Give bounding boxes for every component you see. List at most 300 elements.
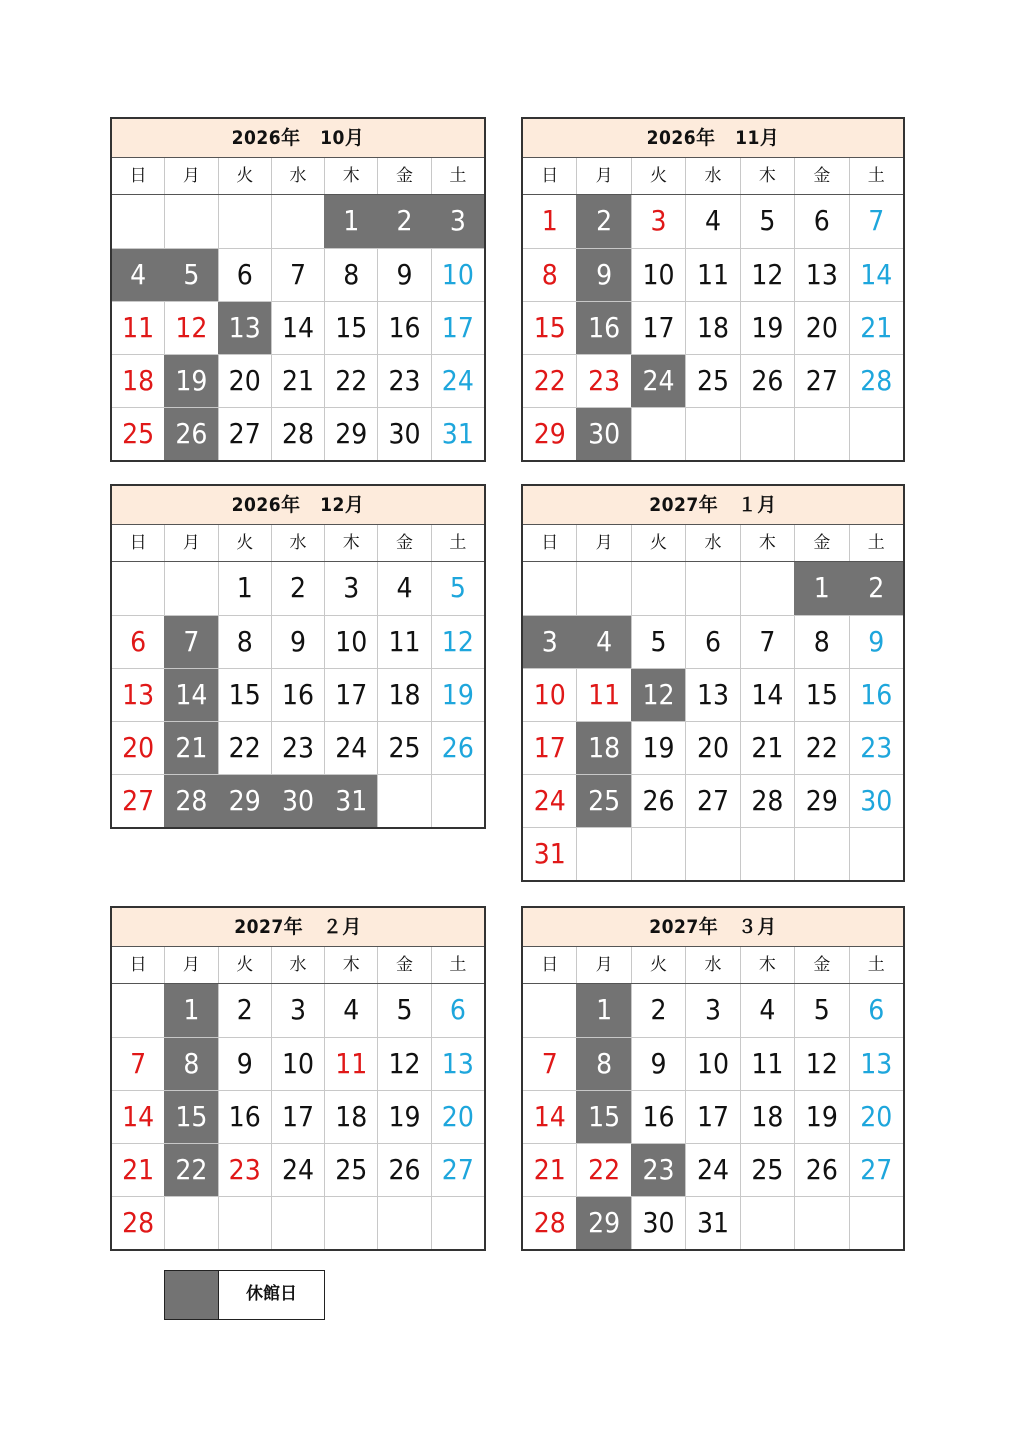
day-cell: 15: [533, 311, 566, 344]
day-cell: 25: [685, 355, 739, 407]
legend-closed-swatch: [165, 1271, 219, 1319]
day-cell-closed: 2: [849, 562, 903, 615]
day-cell: 25: [324, 1144, 377, 1196]
week-row: [112, 774, 484, 827]
day-cell: 21: [271, 355, 324, 407]
day-cell: 16: [218, 1091, 271, 1143]
day-cell: 6: [685, 616, 739, 668]
month-calendar: [521, 484, 905, 882]
day-cell-closed: 18: [576, 722, 630, 774]
day-cell: 4: [685, 195, 739, 248]
day-cell-closed: 13: [218, 302, 271, 354]
empty-cell: [794, 828, 848, 880]
day-cell: 27: [849, 1144, 903, 1196]
weekday-header: [523, 947, 903, 984]
day-cell: 24: [685, 1144, 739, 1196]
day-cell-closed: 22: [164, 1144, 217, 1196]
day-cell: 17: [685, 1091, 739, 1143]
day-cell: 19: [794, 1091, 848, 1143]
weekday-label: 木: [740, 525, 794, 561]
day-cell: 30: [631, 1197, 685, 1249]
week-row: [523, 301, 903, 354]
day-cell-closed: 8: [576, 1038, 630, 1090]
empty-cell: [631, 408, 685, 460]
day-cell-closed: 24: [631, 355, 685, 407]
weekday-label: 水: [685, 525, 739, 561]
weekday-label: 月: [576, 525, 630, 561]
empty-cell: [271, 195, 324, 248]
month-title: 2027年 ３月: [523, 908, 903, 947]
day-cell: 2: [631, 984, 685, 1037]
day-cell: 5: [740, 195, 794, 248]
weekday-label: 火: [631, 158, 685, 194]
day-cell-closed: 2: [576, 195, 630, 248]
day-cell: 17: [631, 302, 685, 354]
day-cell-closed: 4: [112, 249, 164, 301]
day-cell: 3: [271, 984, 324, 1037]
weekday-label: 火: [218, 158, 271, 194]
day-cell: 23: [377, 355, 430, 407]
weekday-label: 日: [129, 166, 147, 186]
day-cell: 31: [685, 1197, 739, 1249]
week-row: [112, 615, 484, 668]
weekday-label: 日: [541, 533, 559, 553]
day-cell: 20: [218, 355, 271, 407]
day-cell: 2: [271, 562, 324, 615]
day-cell-closed: 2: [377, 195, 430, 248]
day-cell: 8: [794, 616, 848, 668]
day-cell-closed: 29: [576, 1197, 630, 1249]
empty-cell: [164, 1197, 217, 1249]
day-cell: 19: [431, 669, 484, 721]
weekday-header: [523, 525, 903, 562]
empty-cell: [740, 562, 794, 615]
empty-cell: [849, 828, 903, 880]
day-cell: 14: [849, 249, 903, 301]
day-cell-closed: 3: [431, 195, 484, 248]
week-row: [523, 248, 903, 301]
day-cell: 29: [324, 408, 377, 460]
week-row: [112, 301, 484, 354]
day-cell-closed: 4: [576, 616, 630, 668]
weekday-label: 水: [271, 947, 324, 983]
weekday-header: [112, 158, 484, 195]
weekday-label: 木: [324, 158, 377, 194]
day-cell: 17: [431, 302, 484, 354]
week-row: [112, 248, 484, 301]
weekday-label: 木: [740, 158, 794, 194]
empty-cell: [164, 562, 217, 615]
day-cell-closed: 31: [324, 775, 377, 827]
empty-cell: [523, 984, 576, 1037]
weekday-label: 金: [794, 947, 848, 983]
day-cell: 22: [576, 1144, 630, 1196]
empty-cell: [112, 984, 164, 1037]
day-cell: 13: [849, 1038, 903, 1090]
day-cell: 12: [431, 616, 484, 668]
week-row: [112, 668, 484, 721]
week-row: [523, 407, 903, 460]
empty-cell: [218, 1197, 271, 1249]
day-cell: 11: [122, 311, 155, 344]
weekday-label: 土: [431, 158, 484, 194]
day-cell: 14: [271, 302, 324, 354]
empty-cell: [849, 1197, 903, 1249]
day-cell: 1: [541, 204, 558, 237]
weekday-label: 日: [129, 533, 147, 553]
day-cell: 9: [271, 616, 324, 668]
day-cell-closed: 8: [164, 1038, 217, 1090]
day-cell: 21: [740, 722, 794, 774]
month-title: 2026年 12月: [112, 486, 484, 525]
day-cell: 16: [377, 302, 430, 354]
weekday-header: [523, 158, 903, 195]
empty-cell: [112, 195, 164, 248]
day-cell: 13: [122, 678, 155, 711]
week-row: [112, 1090, 484, 1143]
day-cell: 25: [740, 1144, 794, 1196]
week-row: [523, 1143, 903, 1196]
weekday-label: 月: [164, 947, 217, 983]
weekday-header: [112, 947, 484, 984]
day-cell: 6: [431, 984, 484, 1037]
day-cell: 11: [377, 616, 430, 668]
weekday-label: 月: [164, 525, 217, 561]
empty-cell: [576, 562, 630, 615]
day-cell: 7: [541, 1047, 558, 1080]
day-cell: 2: [218, 984, 271, 1037]
day-cell: 10: [271, 1038, 324, 1090]
day-cell: 19: [740, 302, 794, 354]
day-cell: 5: [431, 562, 484, 615]
day-cell: 16: [631, 1091, 685, 1143]
day-cell-closed: 14: [164, 669, 217, 721]
week-row: [523, 1090, 903, 1143]
day-cell: 28: [533, 1206, 566, 1239]
day-cell: 20: [122, 731, 155, 764]
week-row: [523, 721, 903, 774]
day-cell: 7: [271, 249, 324, 301]
day-cell: 5: [631, 616, 685, 668]
day-cell: 3: [685, 984, 739, 1037]
day-cell: 23: [576, 355, 630, 407]
week-row: [523, 1196, 903, 1249]
week-row: [112, 984, 484, 1037]
empty-cell: [685, 408, 739, 460]
weekday-label: 日: [541, 955, 559, 975]
day-cell-closed: 3: [523, 616, 576, 668]
day-cell: 26: [740, 355, 794, 407]
day-cell-closed: 1: [794, 562, 848, 615]
day-cell: 11: [740, 1038, 794, 1090]
weekday-label: 土: [431, 525, 484, 561]
month-title: 2027年 １月: [523, 486, 903, 525]
day-cell: 6: [130, 625, 147, 658]
weekday-label: 金: [377, 158, 430, 194]
week-row: [523, 195, 903, 248]
weekday-label: 水: [271, 525, 324, 561]
day-cell: 12: [164, 302, 217, 354]
day-cell: 25: [122, 417, 155, 450]
day-cell: 14: [740, 669, 794, 721]
weekday-label: 日: [541, 166, 559, 186]
day-cell: 22: [324, 355, 377, 407]
day-cell: 14: [122, 1100, 155, 1133]
day-cell: 6: [849, 984, 903, 1037]
day-cell: 27: [794, 355, 848, 407]
day-cell: 5: [377, 984, 430, 1037]
month-title: 2026年 11月: [523, 119, 903, 158]
day-cell: 7: [130, 1047, 147, 1080]
day-cell: 24: [431, 355, 484, 407]
day-cell: 12: [740, 249, 794, 301]
empty-cell: [112, 562, 164, 615]
weekday-label: 金: [377, 525, 430, 561]
day-cell: 27: [122, 784, 155, 817]
day-cell: 20: [794, 302, 848, 354]
weekday-header: [112, 525, 484, 562]
month-calendar: [521, 906, 905, 1251]
week-row: [523, 1037, 903, 1090]
day-cell: 21: [122, 1153, 155, 1186]
day-cell-closed: 30: [271, 775, 324, 827]
day-cell: 9: [218, 1038, 271, 1090]
weekday-label: 木: [324, 525, 377, 561]
week-row: [523, 615, 903, 668]
day-cell-closed: 16: [576, 302, 630, 354]
day-cell: 28: [849, 355, 903, 407]
day-cell: 24: [324, 722, 377, 774]
day-cell: 22: [533, 364, 566, 397]
day-cell: 10: [533, 678, 566, 711]
month-title: 2026年 10月: [112, 119, 484, 158]
day-cell: 8: [541, 258, 558, 291]
day-cell: 1: [218, 562, 271, 615]
week-row: [523, 354, 903, 407]
empty-cell: [685, 562, 739, 615]
empty-cell: [377, 1197, 430, 1249]
calendar-grid: [523, 984, 903, 1249]
day-cell: 22: [218, 722, 271, 774]
empty-cell: [523, 562, 576, 615]
empty-cell: [849, 408, 903, 460]
day-cell-closed: 28: [164, 775, 217, 827]
day-cell-closed: 21: [164, 722, 217, 774]
weekday-label: 火: [218, 525, 271, 561]
weekday-label: 月: [576, 947, 630, 983]
calendar-grid: [523, 562, 903, 880]
day-cell: 27: [218, 408, 271, 460]
day-cell: 13: [431, 1038, 484, 1090]
day-cell: 10: [631, 249, 685, 301]
day-cell: 8: [218, 616, 271, 668]
weekday-label: 土: [431, 947, 484, 983]
day-cell: 20: [849, 1091, 903, 1143]
day-cell: 29: [533, 417, 566, 450]
weekday-label: 木: [324, 947, 377, 983]
calendar-grid: [112, 195, 484, 460]
day-cell: 15: [324, 302, 377, 354]
calendar-grid: [112, 984, 484, 1249]
day-cell: 11: [576, 669, 630, 721]
weekday-label: 金: [794, 158, 848, 194]
empty-cell: [576, 828, 630, 880]
week-row: [112, 562, 484, 615]
day-cell: 4: [324, 984, 377, 1037]
day-cell: 4: [740, 984, 794, 1037]
calendar-grid: [112, 562, 484, 827]
day-cell: 31: [533, 837, 566, 870]
day-cell: 31: [431, 408, 484, 460]
week-row: [112, 1037, 484, 1090]
empty-cell: [794, 408, 848, 460]
calendar-grid: [523, 195, 903, 460]
week-row: [523, 562, 903, 615]
day-cell-closed: 23: [631, 1144, 685, 1196]
empty-cell: [431, 1197, 484, 1249]
empty-cell: [685, 828, 739, 880]
day-cell: 30: [377, 408, 430, 460]
weekday-label: 火: [218, 947, 271, 983]
day-cell-closed: 1: [164, 984, 217, 1037]
weekday-label: 月: [164, 158, 217, 194]
day-cell: 6: [794, 195, 848, 248]
day-cell: 22: [794, 722, 848, 774]
day-cell: 7: [740, 616, 794, 668]
day-cell: 3: [631, 195, 685, 248]
day-cell-closed: 12: [631, 669, 685, 721]
weekday-label: 木: [740, 947, 794, 983]
day-cell-closed: 25: [576, 775, 630, 827]
day-cell: 4: [377, 562, 430, 615]
day-cell: 26: [794, 1144, 848, 1196]
day-cell-closed: 15: [576, 1091, 630, 1143]
day-cell: 6: [218, 249, 271, 301]
day-cell: 17: [324, 669, 377, 721]
day-cell: 20: [685, 722, 739, 774]
day-cell: 21: [533, 1153, 566, 1186]
day-cell-closed: 1: [324, 195, 377, 248]
day-cell-closed: 7: [164, 616, 217, 668]
day-cell: 18: [377, 669, 430, 721]
day-cell: 19: [377, 1091, 430, 1143]
month-calendar: [110, 117, 486, 462]
day-cell: 10: [324, 616, 377, 668]
weekday-label: 土: [849, 525, 903, 561]
empty-cell: [218, 195, 271, 248]
day-cell: 29: [794, 775, 848, 827]
day-cell: 24: [533, 784, 566, 817]
day-cell: 28: [122, 1206, 155, 1239]
day-cell: 18: [324, 1091, 377, 1143]
day-cell: 24: [271, 1144, 324, 1196]
day-cell: 14: [533, 1100, 566, 1133]
week-row: [112, 195, 484, 248]
day-cell-closed: 19: [164, 355, 217, 407]
empty-cell: [740, 1197, 794, 1249]
empty-cell: [431, 775, 484, 827]
day-cell: 16: [271, 669, 324, 721]
day-cell: 26: [431, 722, 484, 774]
week-row: [523, 827, 903, 880]
day-cell: 23: [271, 722, 324, 774]
week-row: [112, 1196, 484, 1249]
day-cell: 10: [431, 249, 484, 301]
day-cell-closed: 30: [576, 408, 630, 460]
day-cell: 28: [740, 775, 794, 827]
week-row: [112, 1143, 484, 1196]
day-cell: 18: [740, 1091, 794, 1143]
empty-cell: [631, 562, 685, 615]
day-cell-closed: 5: [164, 249, 217, 301]
empty-cell: [164, 195, 217, 248]
day-cell-closed: 26: [164, 408, 217, 460]
day-cell: 9: [849, 616, 903, 668]
empty-cell: [271, 1197, 324, 1249]
day-cell: 3: [324, 562, 377, 615]
weekday-label: 水: [685, 947, 739, 983]
empty-cell: [740, 408, 794, 460]
week-row: [523, 774, 903, 827]
weekday-label: 火: [631, 947, 685, 983]
empty-cell: [631, 828, 685, 880]
day-cell: 7: [849, 195, 903, 248]
day-cell: 17: [271, 1091, 324, 1143]
day-cell: 8: [324, 249, 377, 301]
legend: [164, 1270, 325, 1320]
day-cell: 25: [377, 722, 430, 774]
day-cell: 21: [849, 302, 903, 354]
legend-label: 休館日: [246, 1284, 297, 1304]
day-cell: 19: [631, 722, 685, 774]
day-cell: 26: [631, 775, 685, 827]
weekday-label: 水: [685, 158, 739, 194]
day-cell: 5: [794, 984, 848, 1037]
day-cell: 15: [794, 669, 848, 721]
day-cell-closed: 29: [218, 775, 271, 827]
day-cell: 20: [431, 1091, 484, 1143]
day-cell: 16: [849, 669, 903, 721]
day-cell: 15: [218, 669, 271, 721]
day-cell: 12: [377, 1038, 430, 1090]
day-cell: 9: [631, 1038, 685, 1090]
month-calendar: [110, 484, 486, 829]
day-cell: 23: [218, 1144, 271, 1196]
day-cell: 11: [685, 249, 739, 301]
day-cell: 27: [685, 775, 739, 827]
day-cell: 9: [377, 249, 430, 301]
week-row: [523, 668, 903, 721]
weekday-label: 日: [129, 955, 147, 975]
month-calendar: [110, 906, 486, 1251]
week-row: [523, 984, 903, 1037]
day-cell-closed: 1: [576, 984, 630, 1037]
weekday-label: 土: [849, 947, 903, 983]
month-calendar: [521, 117, 905, 462]
day-cell: 18: [122, 364, 155, 397]
week-row: [112, 354, 484, 407]
day-cell: 18: [685, 302, 739, 354]
empty-cell: [377, 775, 430, 827]
day-cell: 17: [533, 731, 566, 764]
weekday-label: 金: [794, 525, 848, 561]
day-cell: 10: [685, 1038, 739, 1090]
empty-cell: [740, 828, 794, 880]
month-title: 2027年 ２月: [112, 908, 484, 947]
week-row: [112, 407, 484, 460]
day-cell: 26: [377, 1144, 430, 1196]
week-row: [112, 721, 484, 774]
